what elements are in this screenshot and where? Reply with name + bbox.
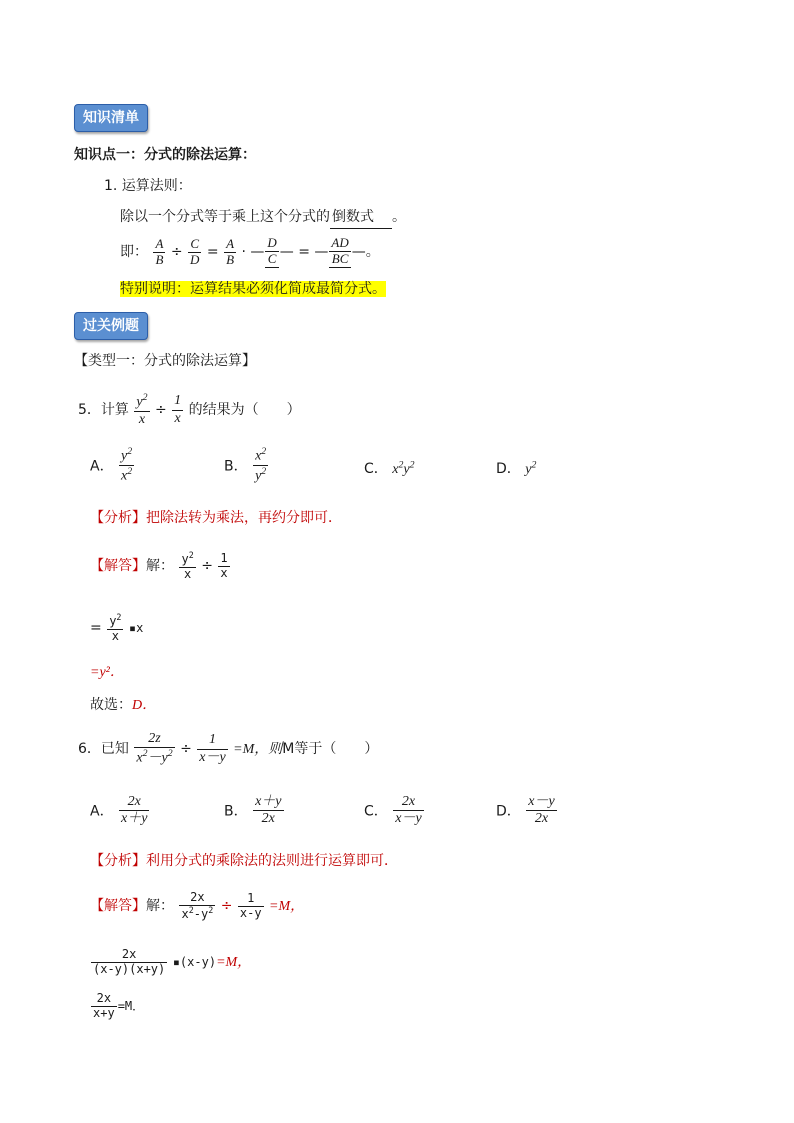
knowledge-list-badge: 知识清单 xyxy=(74,104,148,132)
rule-text: 除以一个分式等于乘上这个分式的 倒数式 。 xyxy=(120,206,406,229)
q5-step: = $\frac{y^2}{x}$ ▪x xyxy=(90,611,144,643)
q6-option-a[interactable]: A． $\frac{2x}{x+y}$ xyxy=(90,794,148,827)
q6-stem: 6．已知 $\frac{2z}{x^2-y^2}$ ÷ $\frac{1}{x-y}$ =M，则M等于（ ） xyxy=(78,731,379,766)
q5-option-b[interactable]: B． $\frac{x^2}{y^2}$ xyxy=(224,446,267,484)
q6-option-d[interactable]: D． $\frac{x-y}{2x}$ xyxy=(496,794,555,827)
rule-heading: 1. 运算法则： xyxy=(104,178,192,194)
q5-stem: 5．计算 $\frac{y^2}{x}$ ÷ $\frac{1}{x}$ 的结果为（ ） xyxy=(78,392,301,427)
q6-answer: 【解答】解： $\frac{2x}{x^2-y^2}$ ÷ $\frac{1}{x-y}$ =M， xyxy=(90,889,305,921)
q5-option-d[interactable]: D． $y^2$ xyxy=(496,459,537,477)
q5-option-a[interactable]: A． $\frac{y^2}{x^2}$ xyxy=(90,446,133,484)
q6-analysis: 【分析】利用分式的乘除法的法则进行运算即可． xyxy=(90,853,398,869)
knowledge-point-title: 知识点一：分式的除法运算： xyxy=(74,147,256,163)
q5-result: =y²． xyxy=(90,665,124,680)
q5-choice: 故选：D． xyxy=(90,697,157,713)
q5-option-c[interactable]: C． $x^2y^2$ xyxy=(364,459,415,477)
type-title: 【类型一：分式的除法运算】 xyxy=(74,353,256,369)
q5-answer: 【解答】解： $\frac{y^2}{x}$ ÷ $\frac{1}{x}$ xyxy=(90,549,228,581)
q6-step: $\frac{2x}{(x-y)(x+y)}$ ▪(x-y)=M， xyxy=(93,946,252,976)
q6-option-b[interactable]: B． $\frac{x+y}{2x}$ xyxy=(224,794,282,827)
special-note: 特别说明：运算结果必须化简成最简分式。 xyxy=(120,281,386,297)
q6-result: $\frac{2x}{x+y}$ =M． xyxy=(93,990,145,1020)
rule-blank: 倒数式 xyxy=(330,206,392,229)
examples-badge: 过关例题 xyxy=(74,312,148,340)
q6-option-c[interactable]: C． $\frac{2x}{x-y}$ xyxy=(364,794,422,827)
q5-analysis: 【分析】把除法转为乘法，再约分即可． xyxy=(90,510,342,526)
division-formula: 即： $\frac{A}{B}$ ÷ $\frac{C}{D}$ = $\frac{A}{B}$ · — $\frac{D}{C}$ — = — $\frac{AD}{BC}$ —。 xyxy=(120,235,380,267)
